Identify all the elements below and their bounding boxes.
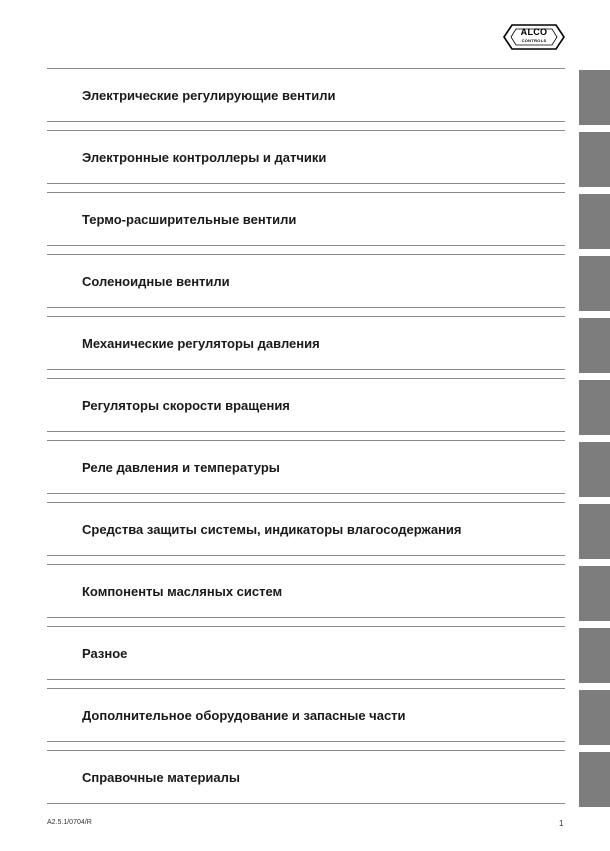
document-code: A2.5.1/0704/R [47,819,92,826]
section-bottom-rule [47,183,565,184]
section-item-label[interactable]: Дополнительное оборудование и запасные части [82,708,406,723]
section-top-rule [47,68,565,69]
section-top-rule [47,626,565,627]
section-top-rule [47,316,565,317]
section-bottom-rule [47,741,565,742]
section-tab[interactable] [579,380,610,435]
section-item-label[interactable]: Реле давления и температуры [82,460,280,475]
section-bottom-rule [47,369,565,370]
section-tab[interactable] [579,752,610,807]
section-top-rule [47,564,565,565]
section-bottom-rule [47,431,565,432]
logo-text: ALCO [520,27,548,37]
section-item-label[interactable]: Термо-расширительные вентили [82,212,297,227]
section-top-rule [47,502,565,503]
section-item-label[interactable]: Соленоидные вентили [82,274,230,289]
section-bottom-rule [47,679,565,680]
section-item-label[interactable]: Электрические регулирующие вентили [82,88,336,103]
section-top-rule [47,688,565,689]
section-item-label[interactable]: Регуляторы скорости вращения [82,398,290,413]
section-item-label[interactable]: Справочные материалы [82,770,240,785]
section-tab[interactable] [579,690,610,745]
section-bottom-rule [47,121,565,122]
section-tab[interactable] [579,132,610,187]
section-tab[interactable] [579,504,610,559]
section-bottom-rule [47,245,565,246]
section-item-label[interactable]: Компоненты масляных систем [82,584,283,599]
section-item-label[interactable]: Средства защиты системы, индикаторы влагосодержания [82,522,462,537]
section-bottom-rule [47,803,565,804]
section-bottom-rule [47,307,565,308]
section-tab[interactable] [579,256,610,311]
section-top-rule [47,750,565,751]
section-top-rule [47,192,565,193]
section-item-label[interactable]: Электронные контроллеры и датчики [82,150,327,165]
section-tab[interactable] [579,318,610,373]
section-item-label[interactable]: Механические регуляторы давления [82,336,320,351]
section-item-label[interactable]: Разное [82,646,128,661]
section-top-rule [47,254,565,255]
section-bottom-rule [47,555,565,556]
section-tab[interactable] [579,442,610,497]
section-bottom-rule [47,617,565,618]
section-top-rule [47,440,565,441]
logo-subtext: CONTROLS [521,38,547,43]
section-top-rule [47,130,565,131]
section-bottom-rule [47,493,565,494]
section-tab[interactable] [579,70,610,125]
section-tab[interactable] [579,194,610,249]
section-tab[interactable] [579,628,610,683]
section-tab[interactable] [579,566,610,621]
page-number: 1 [559,819,564,828]
section-top-rule [47,378,565,379]
